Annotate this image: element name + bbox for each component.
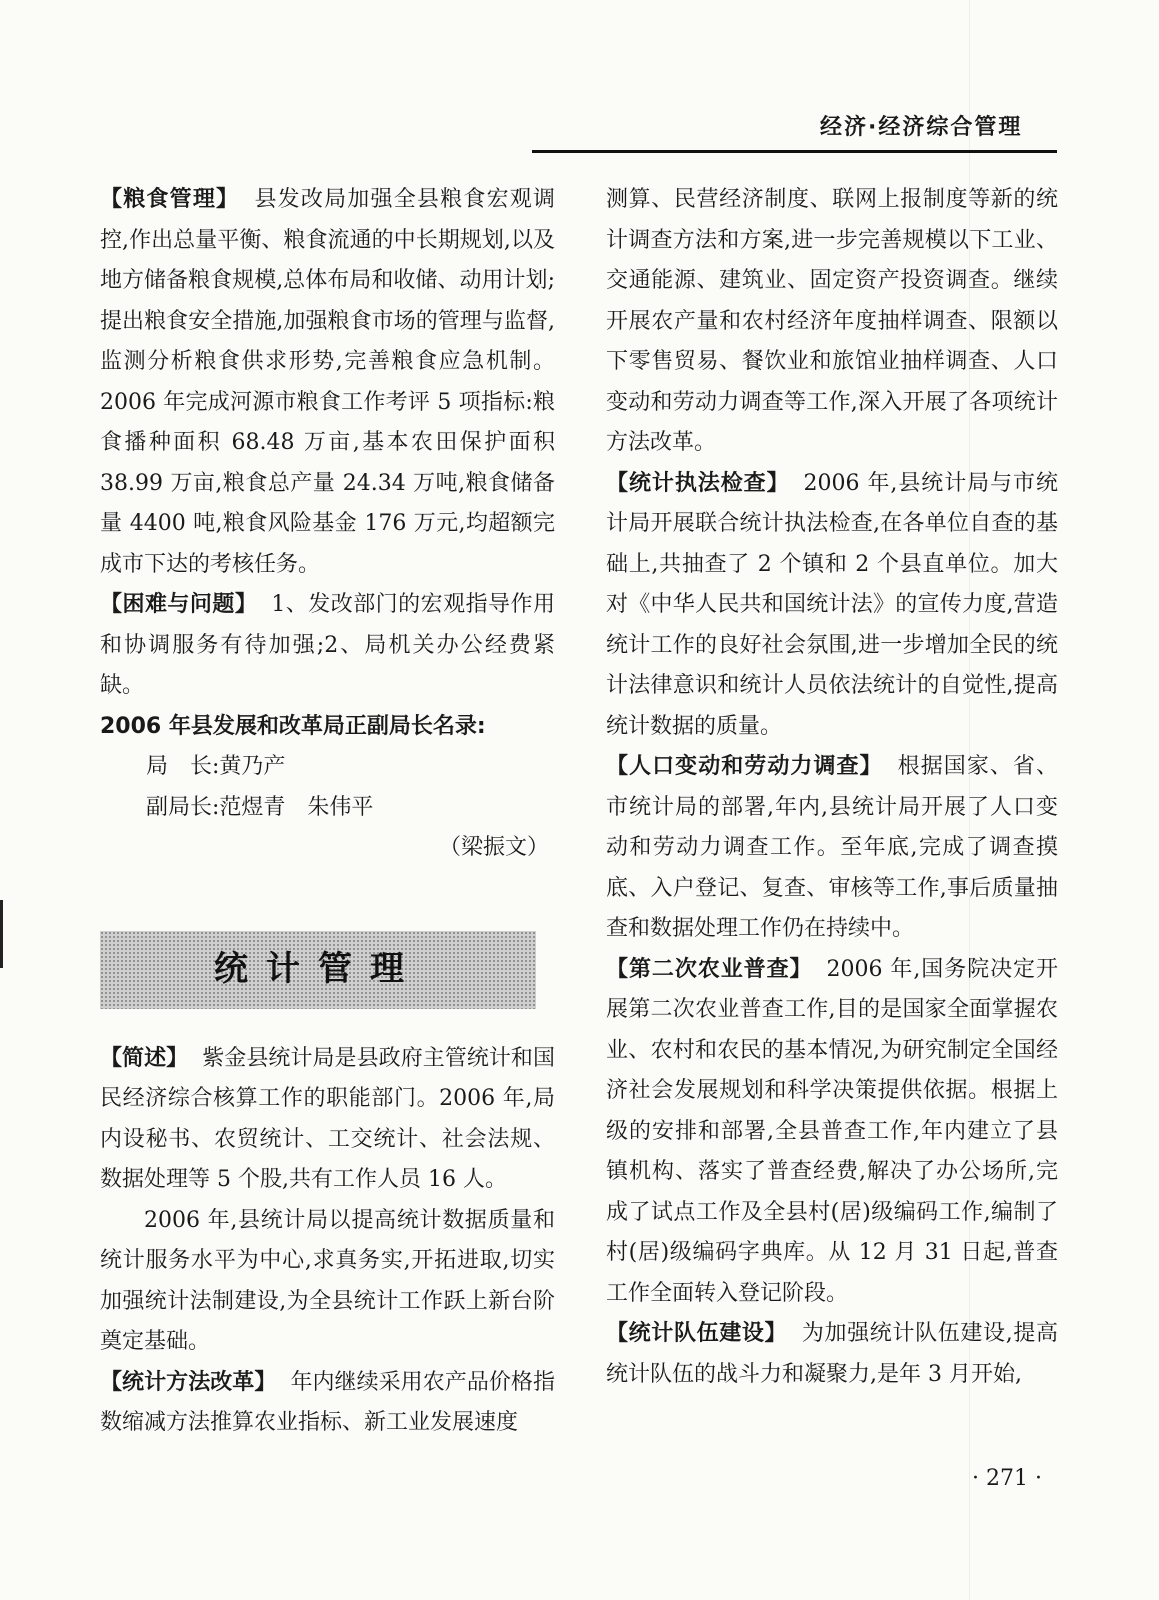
law-check-paragraph xyxy=(606,464,1058,748)
method-reform-heading: 【统计方法改革】 xyxy=(100,1369,277,1395)
team-paragraph xyxy=(606,1314,1058,1395)
scan-margin-mark xyxy=(0,900,3,968)
running-head: 经济·经济综合管理 xyxy=(820,115,1023,140)
left-column xyxy=(100,180,555,1444)
overview-text: 紫金县统计局是县政府主管统计和国民经济综合核算工作的职能部门。2006 年,局内设秘书、农贸统计、工交统计、社会法规、数据处理等 5 个股,共有工作人员 16 人。 xyxy=(100,1045,555,1192)
method-reform-text: 年内继续采用农产品价格指数缩减方法推算农业指标、新工业发展速度 xyxy=(100,1369,555,1435)
population-heading: 【人口变动和劳动力调查】 xyxy=(606,754,883,779)
grain-text: 县发改局加强全县粮食宏观调控,作出总量平衡、粮食流通的中长期规划,以及地方储备粮食规模,总体布局和收储、动用计划;提出粮食安全措施,加强粮食市场的管理与监督,监测分析粮食供求形势,完善粮食应急机制。2006 年完成河源市粮食工作考评 5 项指标:粮食播种面积 68.48 万亩,基本农田保护面积 38.99 万亩,粮食总产量 24.34 万吨,粮食储备量 4400 吨,粮食风险基金 176 万元,均超额完成市下达的考核任务。 xyxy=(100,187,555,577)
overview-paragraph xyxy=(100,1039,555,1201)
team-heading: 【统计队伍建设】 xyxy=(606,1321,788,1346)
roster-deputy: 副局长:范煜青 朱伟平 xyxy=(146,794,374,820)
section-banner xyxy=(100,931,536,1009)
agri-census-heading: 【第二次农业普查】 xyxy=(606,956,813,982)
problems-heading: 【困难与问题】 xyxy=(100,592,258,617)
right-column xyxy=(606,180,1058,1395)
problems-paragraph xyxy=(100,585,555,707)
page-number: · 271 · xyxy=(972,1466,1042,1491)
agri-census-text: 2006 年,国务院决定开展第二次农业普查工作,目的是国家全面掌握农业、农村和农民的基本情况,为研究制定全国经济社会发展规划和科学决策提供依据。根据上级的安排和部署,全县普查工作,年内建立了县镇机构、落实了普查经费,解决了办公场所,完成了试点工作及全县村(居)级编码工作,编制了村(居)级编码字典库。从 12 月 31 日起,普查工作全面转入登记阶段。 xyxy=(606,956,1058,1306)
section-title: 统计管理 xyxy=(214,949,422,990)
law-check-heading: 【统计执法检查】 xyxy=(606,470,790,496)
grain-heading: 【粮食管理】 xyxy=(100,187,240,212)
roster-director: 局 长:黄乃产 xyxy=(146,754,286,779)
law-check-text: 2006 年,县统计局与市统计局开展联合统计执法检查,在各单位自查的基础上,共抽查了 2 个镇和 2 个县直单位。加大对《中华人民共和国统计法》的宣传力度,营造统计工作的良好社会氛围,进一步增加全民的统计法律意识和统计人员依法统计的自觉性,提高统计数据的质量。 xyxy=(606,470,1058,739)
agri-census-paragraph xyxy=(606,950,1058,1315)
roster-title: 2006 年县发展和改革局正副局长名录: xyxy=(100,713,486,739)
header-rule xyxy=(532,150,1057,153)
overview-paragraph-2: 2006 年,县统计局以提高统计数据质量和统计服务水平为中心,求真务实,开拓进取,切实加强统计法制建设,为全县统计工作跃上新台阶奠定基础。 xyxy=(100,1207,555,1354)
method-reform-paragraph xyxy=(100,1363,555,1444)
method-reform-continued: 测算、民营经济制度、联网上报制度等新的统计调查方法和方案,进一步完善规模以下工业、交通能源、建筑业、固定资产投资调查。继续开展农产量和农村经济年度抽样调查、限额以下零售贸易、餐饮业和旅馆业抽样调查、人口变动和劳动力调查等工作,深入开展了各项统计方法改革。 xyxy=(606,187,1058,455)
grain-paragraph xyxy=(100,180,555,585)
team-text: 为加强统计队伍建设,提高统计队伍的战斗力和凝聚力,是年 3 月开始, xyxy=(606,1321,1058,1387)
population-text: 根据国家、省、市统计局的部署,年内,县统计局开展了人口变动和劳动力调查工作。至年底,完成了调查摸底、入户登记、复查、审核等工作,事后质量抽查和数据处理工作仍在持续中。 xyxy=(606,754,1058,941)
problems-text: 1、发改部门的宏观指导作用和协调服务有待加强;2、局机关办公经费紧缺。 xyxy=(100,592,555,698)
overview-heading: 【简述】 xyxy=(100,1045,189,1071)
author-credit: （梁振文） xyxy=(438,835,549,860)
population-paragraph xyxy=(606,747,1058,950)
